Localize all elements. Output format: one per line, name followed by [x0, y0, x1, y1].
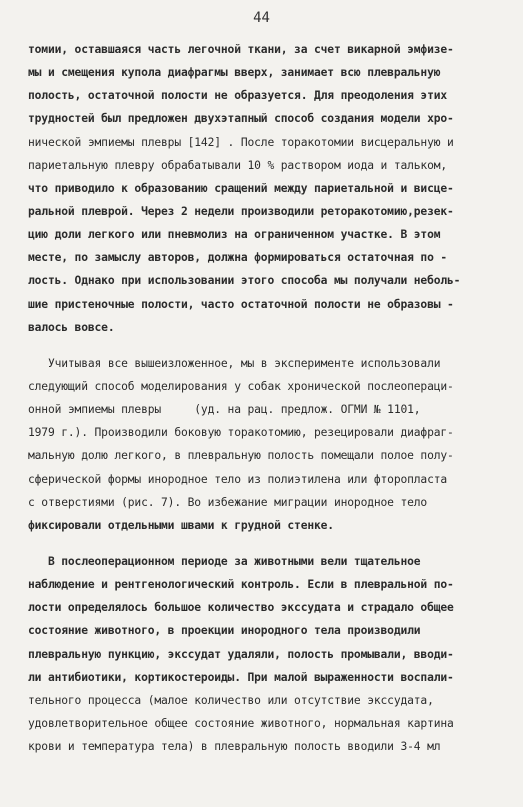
text-line: ральной плеврой. Через 2 недели производили реторакотомию,резек- — [28, 204, 454, 218]
text-line: что приводило к образованию сращений между париетальной и висце- — [28, 181, 454, 195]
text-line: мальную долю легкого, в плевральную полость помещали полое полу- — [28, 449, 454, 463]
text-line: плевральную пункцию, экссудат удаляли, полость промывали, вводи- — [28, 647, 454, 661]
text-line: валось вовсе. — [28, 320, 115, 334]
paragraph-2 — [28, 352, 498, 537]
text-line: шие пристеночные полости, часто остаточной полости не образовы - — [28, 297, 454, 311]
text-line: крови и температура тела) в плевральную полость вводили 3-4 мл — [28, 740, 441, 754]
text-line: тельного процесса (малое количество или отсутствие экссудата, — [28, 693, 434, 707]
body-text — [28, 38, 498, 758]
text-line: месте, по замыслу авторов, должна формироваться остаточная по - — [28, 251, 448, 265]
text-line: фиксировали отдельными швами к грудной стенке. — [28, 518, 334, 532]
page-number: 44 — [253, 10, 270, 26]
paragraph-3 — [28, 550, 498, 758]
text-line: наблюдение и рентгенологический контроль. Если в плевральной по- — [28, 578, 454, 592]
text-line: ли антибиотики, кортикостероиды. При малой выраженности воспали- — [28, 670, 454, 684]
text-line: В послеоперационном периоде за животными вели тщательное — [28, 554, 421, 568]
text-line: париетальную плевру обрабатывали 10 % раствором иода и тальком, — [28, 158, 448, 172]
text-line: полость, остаточной полости не образуется. Для преодоления этих — [28, 89, 448, 103]
text-line: удовлетворительное общее состояние животного, нормальная картина — [28, 716, 454, 730]
text-line: лость. Однако при использовании этого способа мы получали неболь- — [28, 274, 461, 288]
text-line: мы и смещения купола диафрагмы вверх, занимает всю плевральную — [28, 66, 441, 80]
text-line: лости определялось большое количество экссудата и страдало общее — [28, 601, 454, 615]
text-line: цию доли легкого или пневмолиз на ограниченном участке. В этом — [28, 228, 441, 242]
text-line: Учитывая все вышеизложенное, мы в эксперименте использовали — [28, 356, 441, 370]
text-line: 1979 г.). Производили боковую торакотомию, резецировали диафраг- — [28, 426, 454, 440]
text-line: трудностей был предложен двухэтапный способ создания модели хро- — [28, 112, 454, 126]
paragraph-1 — [28, 38, 498, 339]
text-line: томии, оставшаяся часть легочной ткани, за счет викарной эмфизе- — [28, 43, 454, 56]
text-line: следующий способ моделирования у собак хронической послеопераци- — [28, 379, 454, 393]
text-line: онной эмпиемы плевры (уд. на рац. предлож. ОГМИ № 1101, — [28, 403, 421, 417]
text-line: сферической формы инородное тело из полиэтилена или фторопласта — [28, 472, 448, 486]
text-line: с отверстиями (рис. 7). Во избежание миграции инородное тело — [28, 495, 428, 509]
text-line: состояние животного, в проекции инородного тела производили — [28, 624, 421, 638]
text-line: нической эмпиемы плевры [142] . После торакотомии висцеральную и — [28, 135, 454, 149]
